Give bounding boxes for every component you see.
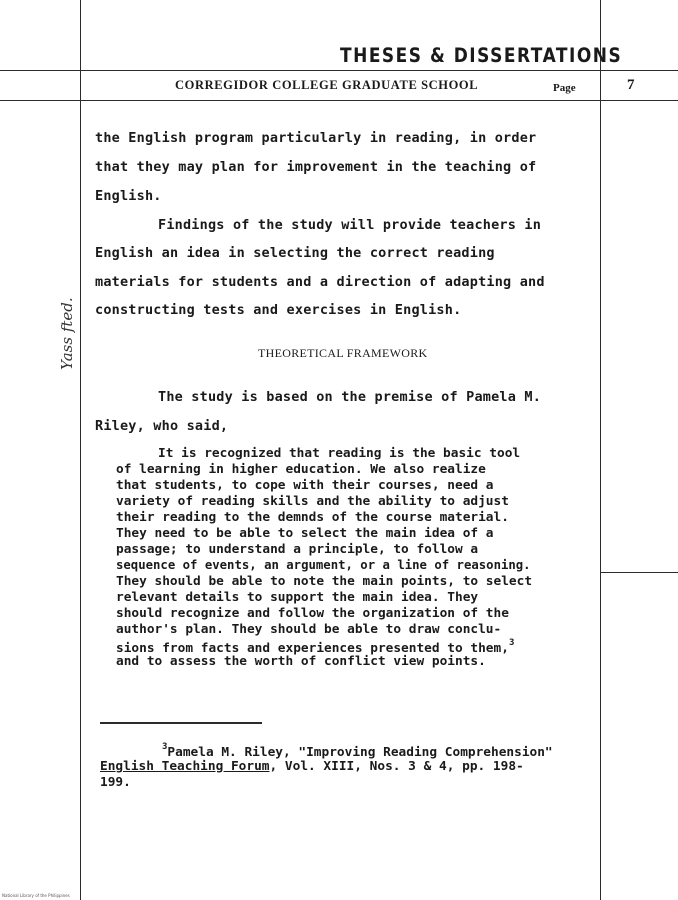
footnote-line — [100, 759, 524, 774]
quote-line: should recognize and follow the organization of the — [116, 606, 509, 621]
body-line: English an idea in selecting the correct reading — [95, 245, 495, 261]
body-line: English. — [95, 188, 162, 204]
quote-line: of learning in higher education. We also realize — [116, 462, 486, 477]
right-margin-rule — [600, 0, 601, 900]
handwritten-margin-note: Yass fted. — [58, 297, 76, 370]
quote-line: relevant details to support the main idea. They — [116, 590, 479, 605]
film-identifier: National Library of the Philippines — [2, 893, 70, 898]
quote-line: their reading to the demnds of the course material. — [116, 510, 509, 525]
quote-line: They should be able to note the main points, to select — [116, 574, 533, 589]
quote-line: author's plan. They should be able to draw conclu- — [116, 622, 502, 637]
footnote-citation: Pamela M. Riley, "Improving Reading Comprehension" — [167, 745, 553, 760]
quote-line: It is recognized that reading is the basic tool — [158, 446, 521, 461]
body-line: constructing tests and exercises in English. — [95, 302, 462, 318]
section-heading: THEORETICAL FRAMEWORK — [258, 346, 428, 360]
college-name: CORREGIDOR COLLEGE GRADUATE SCHOOL — [175, 78, 479, 92]
body-line: materials for students and a direction of adapting and — [95, 274, 545, 290]
left-margin-rule — [80, 0, 81, 900]
quote-line: variety of reading skills and the ability to adjust — [116, 494, 509, 509]
quote-line: passage; to understand a principle, to follow a — [116, 542, 479, 557]
footnote-journal: English Teaching Forum — [100, 759, 270, 774]
footnote-line: 199. — [100, 775, 131, 790]
intro-line: Riley, who said, — [95, 418, 229, 434]
quote-line: that students, to cope with their courses, need a — [116, 478, 494, 493]
page-number: 7 — [627, 77, 635, 93]
page-label: Page — [553, 82, 576, 94]
footnote-line — [162, 742, 553, 760]
footnote-separator — [100, 722, 262, 724]
body-line: the English program particularly in reading, in order — [95, 130, 537, 146]
header-top-rule — [0, 70, 678, 71]
quote-line-text: sions from facts and experiences presented to them, — [116, 641, 509, 656]
body-line: that they may plan for improvement in the teaching of — [95, 159, 537, 175]
footnote-reference: 3 — [508, 638, 515, 648]
quote-line: sequence of events, an argument, or a line of reasoning. — [116, 558, 531, 572]
body-line: Findings of the study will provide teachers in — [158, 217, 542, 233]
archive-stamp: THESES & DISSERTATIONS — [340, 44, 623, 68]
footnote-marker: 3 — [162, 742, 168, 752]
quote-line: They need to be able to select the main idea of a — [116, 526, 494, 541]
right-tick-rule — [600, 572, 678, 573]
quote-line: and to assess the worth of conflict view points. — [116, 654, 486, 669]
header-bottom-rule — [0, 100, 678, 101]
intro-line: The study is based on the premise of Pamela M. — [158, 389, 542, 405]
footnote-volume: , Vol. XIII, Nos. 3 & 4, pp. 198- — [269, 759, 524, 774]
